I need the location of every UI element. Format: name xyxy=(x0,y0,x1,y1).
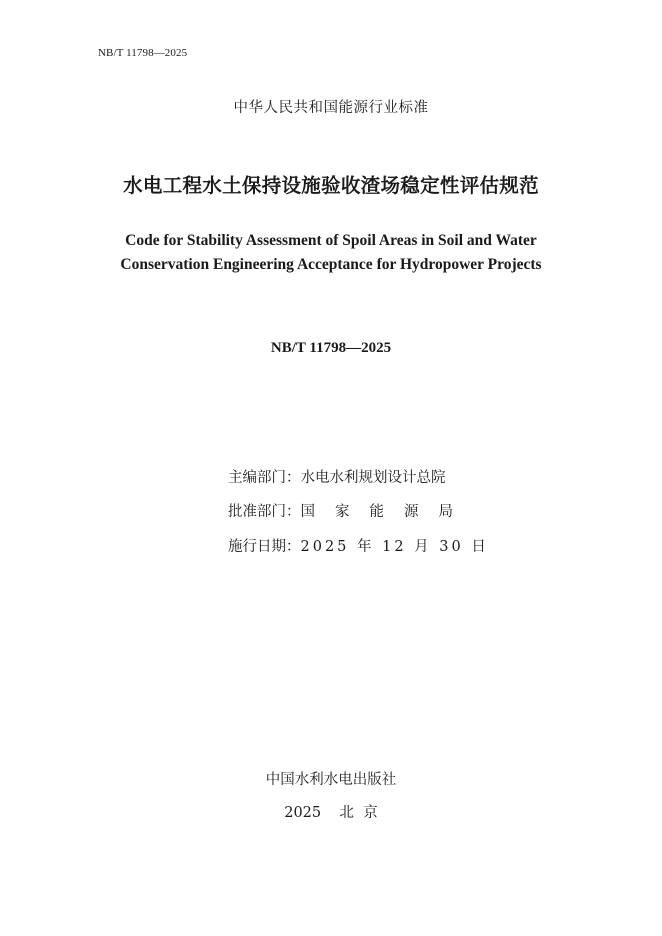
publisher-name: 中国水利水电出版社 xyxy=(265,772,397,788)
standard-number: NB/T 11798—2025 xyxy=(270,340,392,356)
approver-value: 国家能源局 xyxy=(300,504,473,520)
approver-row xyxy=(228,500,473,521)
title-english-line-2: Conservation Engineering Acceptance for Hydropower Projects xyxy=(120,256,542,273)
editor-value: 水电水利规划设计总院 xyxy=(300,470,446,486)
effective-date-label: 施行日期： xyxy=(228,539,301,555)
title-english-line-1: Code for Stability Assessment of Spoil Areas in Soil and Water xyxy=(125,232,537,249)
effective-date-value: 2025 年 12 月 30 日 xyxy=(300,539,489,555)
standard-category: 中华人民共和国能源行业标准 xyxy=(233,100,429,116)
approver-label: 批准部门： xyxy=(228,504,301,520)
effective-date-row xyxy=(228,535,489,556)
editor-label: 主编部门： xyxy=(228,470,301,486)
header-standard-code: NB/T 11798—2025 xyxy=(98,47,188,59)
publication-year-place: 2025 北 京 xyxy=(284,805,378,821)
title-chinese: 水电工程水土保持设施验收渣场稳定性评估规范 xyxy=(123,174,539,197)
editor-row xyxy=(228,466,446,487)
